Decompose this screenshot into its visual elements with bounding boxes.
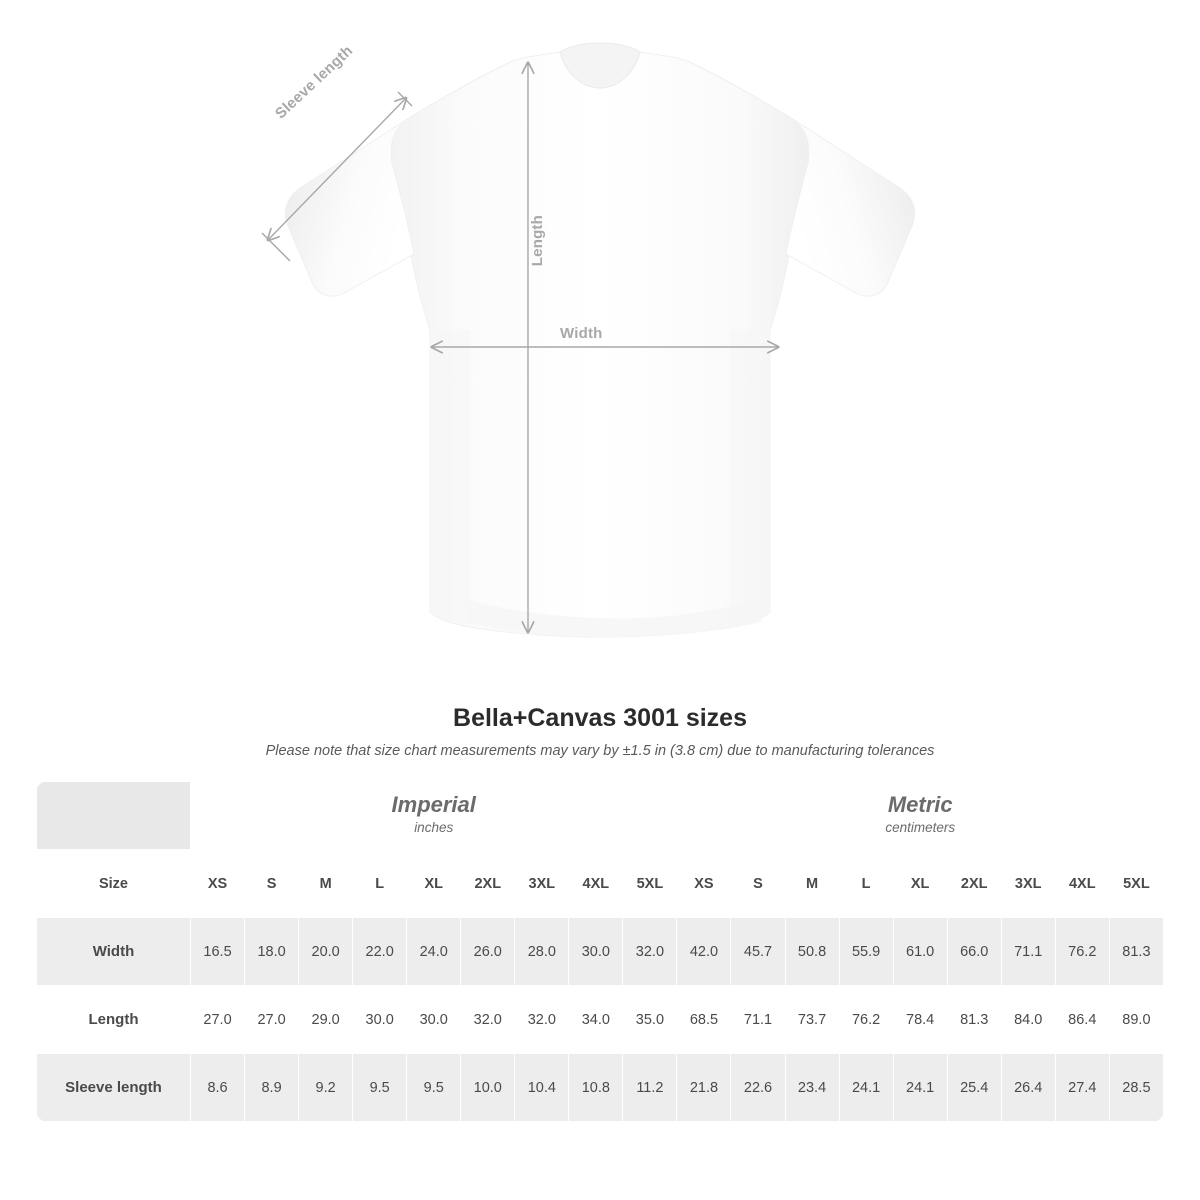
cell: 89.0 [1109,986,1163,1054]
cell: 55.9 [839,918,893,986]
size-header-cell: S [731,850,785,918]
cell: 42.0 [677,918,731,986]
cell: 34.0 [569,986,623,1054]
system-metric-unit: centimeters [885,820,956,836]
size-chart-table [36,781,1164,1122]
system-imperial-cell [191,782,677,850]
system-imperial-unit: inches [414,820,454,836]
cell: 24.0 [407,918,461,986]
row-label-sleeve-length: Sleeve length [37,1054,191,1122]
size-header-label: Size [37,850,191,918]
cell: 27.0 [245,986,299,1054]
cell: 71.1 [731,986,785,1054]
cell: 76.2 [1055,918,1109,986]
size-header-cell: 3XL [1001,850,1055,918]
size-header-cell: S [245,850,299,918]
sleeve-length-dimension-label: Sleeve length [272,42,357,123]
cell: 10.4 [515,1054,569,1122]
cell: 24.1 [893,1054,947,1122]
cell: 28.5 [1109,1054,1163,1122]
cell: 32.0 [623,918,677,986]
cell: 18.0 [245,918,299,986]
cell: 30.0 [407,986,461,1054]
table-corner-cell [37,782,191,850]
tolerance-note: Please note that size chart measurements may vary by ±1.5 in (3.8 cm) due to manufacturing tolerances [265,743,935,759]
cell: 71.1 [1001,918,1055,986]
cell: 16.5 [191,918,245,986]
cell: 8.9 [245,1054,299,1122]
cell: 45.7 [731,918,785,986]
cell: 10.0 [461,1054,515,1122]
length-dimension-label: Length [529,215,546,267]
cell: 11.2 [623,1054,677,1122]
cell: 76.2 [839,986,893,1054]
size-header-cell: XL [893,850,947,918]
size-header-cell: 3XL [515,850,569,918]
cell: 27.4 [1055,1054,1109,1122]
size-header-cell: 4XL [569,850,623,918]
cell: 9.5 [407,1054,461,1122]
cell: 68.5 [677,986,731,1054]
size-header-cell: L [839,850,893,918]
size-header-cell: M [785,850,839,918]
size-header-cell: 2XL [461,850,515,918]
table-row [37,918,1164,986]
cell: 28.0 [515,918,569,986]
page-title: Bella+Canvas 3001 sizes [453,704,747,732]
cell: 10.8 [569,1054,623,1122]
width-dimension-label: Width [560,325,603,342]
row-label-length: Length [37,986,191,1054]
system-metric-cell [677,782,1164,850]
system-imperial-name: Imperial [391,792,476,818]
table-row [37,986,1164,1054]
cell: 84.0 [1001,986,1055,1054]
size-header-cell: XL [407,850,461,918]
cell: 30.0 [569,918,623,986]
cell: 32.0 [461,986,515,1054]
cell: 23.4 [785,1054,839,1122]
cell: 26.0 [461,918,515,986]
size-header-cell: XS [191,850,245,918]
size-header-cell: M [299,850,353,918]
cell: 25.4 [947,1054,1001,1122]
cell: 73.7 [785,986,839,1054]
table-row [37,1054,1164,1122]
size-header-cell: L [353,850,407,918]
size-chart-table-wrap [36,781,1164,1122]
size-header-cell: 5XL [1109,850,1163,918]
row-label-width: Width [37,918,191,986]
cell: 21.8 [677,1054,731,1122]
cell: 22.6 [731,1054,785,1122]
cell: 30.0 [353,986,407,1054]
cell: 8.6 [191,1054,245,1122]
cell: 29.0 [299,986,353,1054]
cell: 24.1 [839,1054,893,1122]
cell: 50.8 [785,918,839,986]
cell: 20.0 [299,918,353,986]
size-header-row [37,850,1164,918]
cell: 66.0 [947,918,1001,986]
cell: 81.3 [947,986,1001,1054]
cell: 35.0 [623,986,677,1054]
cell: 27.0 [191,986,245,1054]
size-header-cell: 5XL [623,850,677,918]
system-metric-name: Metric [887,792,953,818]
title-block [0,704,1200,759]
cell: 32.0 [515,986,569,1054]
cell: 26.4 [1001,1054,1055,1122]
cell: 81.3 [1109,918,1163,986]
cell: 61.0 [893,918,947,986]
size-header-cell: 2XL [947,850,1001,918]
measurement-system-row [37,782,1164,850]
cell: 78.4 [893,986,947,1054]
cell: 22.0 [353,918,407,986]
size-header-cell: XS [677,850,731,918]
cell: 9.2 [299,1054,353,1122]
cell: 9.5 [353,1054,407,1122]
cell: 86.4 [1055,986,1109,1054]
size-header-cell: 4XL [1055,850,1109,918]
